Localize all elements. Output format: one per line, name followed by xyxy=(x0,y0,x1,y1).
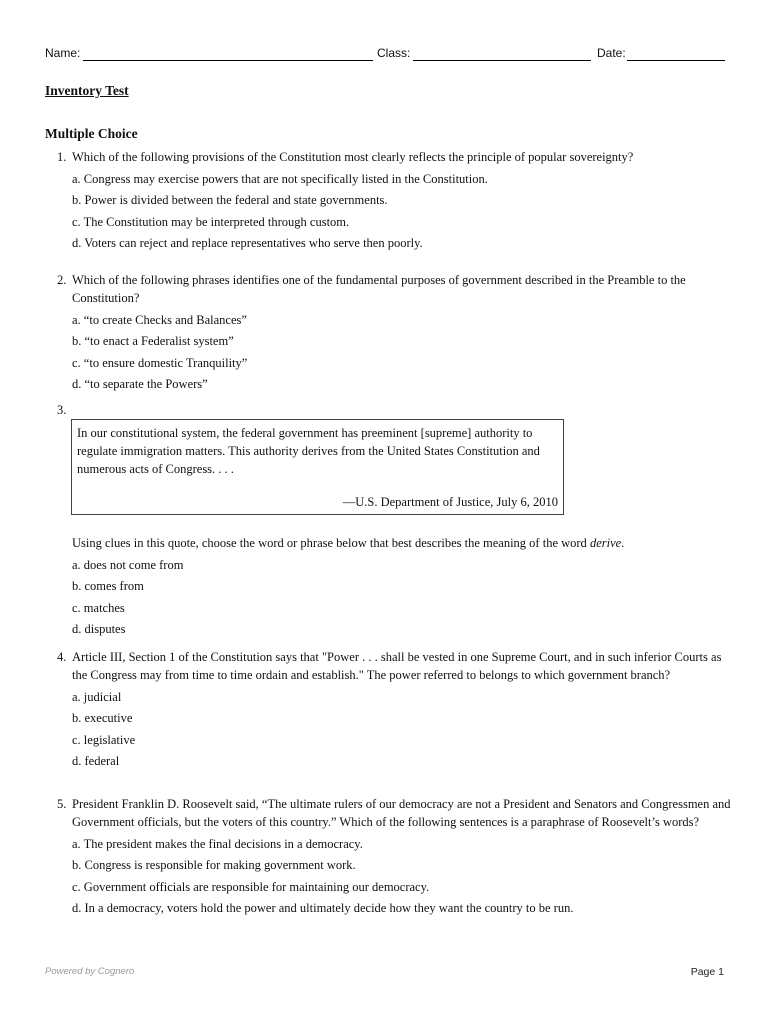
option-a: a. The president makes the final decisions in a democracy. xyxy=(72,836,363,851)
option-b: b. executive xyxy=(72,711,133,725)
option-c: c. “to ensure domestic Tranquility” xyxy=(72,355,248,370)
option-d: d. In a democracy, voters hold the power and ultimately decide how they want the country to be run. xyxy=(72,901,574,915)
emphasized-word: derive xyxy=(589,536,622,550)
option-d: d. “to separate the Powers” xyxy=(72,377,208,391)
option-c: c. Government officials are responsible for maintaining our democracy. xyxy=(72,879,430,894)
option-a: a. “to create Checks and Balances” xyxy=(72,312,247,327)
section-heading: Multiple Choice xyxy=(45,126,138,141)
option-c: c. legislative xyxy=(72,732,136,747)
question-5 xyxy=(57,795,737,917)
question-2 xyxy=(57,271,737,393)
question-1 xyxy=(57,148,737,252)
quote-text: In our constitutional system, the federal government has preeminent [supreme] authority to regulate immigration matters. This authority derives from the United States Constitution and numerous acts of Congress. . . . xyxy=(77,426,540,476)
name-label: Name: xyxy=(45,46,81,60)
page-number: Page 1 xyxy=(690,966,724,978)
date-blank xyxy=(627,60,725,61)
question-stem: Using clues in this quote, choose the word or phrase below that best describes the meaning of the word derive. xyxy=(72,536,625,550)
name-blank xyxy=(83,60,373,61)
option-b: b. Congress is responsible for making government work. xyxy=(72,858,356,872)
question-3-number xyxy=(57,401,737,419)
question-number: 2. xyxy=(57,273,67,287)
test-title: Inventory Test xyxy=(45,83,129,98)
option-c: c. matches xyxy=(72,600,125,615)
option-d: d. disputes xyxy=(72,622,126,636)
student-info-header xyxy=(45,46,725,66)
question-number: 5. xyxy=(57,797,67,811)
question-stem: President Franklin D. Roosevelt said, “The ultimate rulers of our democracy are not a President and Senators and Congressmen and Government officials, but the voters of this country.” Which of the following sentences is a paraphrase of Roosevelt’s words? xyxy=(72,797,731,829)
class-blank xyxy=(413,60,591,61)
question-number: 3. xyxy=(57,403,67,417)
question-3 xyxy=(72,534,732,638)
option-b: b. “to enact a Federalist system” xyxy=(72,334,234,348)
option-b: b. comes from xyxy=(72,579,144,593)
date-label: Date: xyxy=(597,46,626,60)
option-a: a. Congress may exercise powers that are not specifically listed in the Constitution. xyxy=(72,171,488,186)
question-stem: Which of the following phrases identifies one of the fundamental purposes of government described in the Preamble to the Constitution? xyxy=(72,273,686,305)
question-stem: Article III, Section 1 of the Constitution says that "Power . . . shall be vested in one Supreme Court, and in such inferior Courts as the Congress may from time to time ordain and establish." The power referred to belongs to which government branch? xyxy=(72,650,722,682)
option-d: d. Voters can reject and replace representatives who serve then poorly. xyxy=(72,236,423,250)
option-a: a. judicial xyxy=(72,689,122,704)
question-stem: Which of the following provisions of the Constitution most clearly reflects the principle of popular sovereignty? xyxy=(72,150,634,164)
question-number: 1. xyxy=(57,150,67,164)
quote-source: —U.S. Department of Justice, July 6, 2010 xyxy=(342,495,558,509)
question-number: 4. xyxy=(57,650,67,664)
powered-by-footer: Powered by Cognero xyxy=(45,966,135,977)
class-label: Class: xyxy=(377,46,411,60)
option-d: d. federal xyxy=(72,754,120,768)
option-b: b. Power is divided between the federal and state governments. xyxy=(72,193,388,207)
quote-box xyxy=(71,419,564,515)
option-a: a. does not come from xyxy=(72,557,184,572)
question-4 xyxy=(57,648,737,770)
option-c: c. The Constitution may be interpreted through custom. xyxy=(72,214,350,229)
